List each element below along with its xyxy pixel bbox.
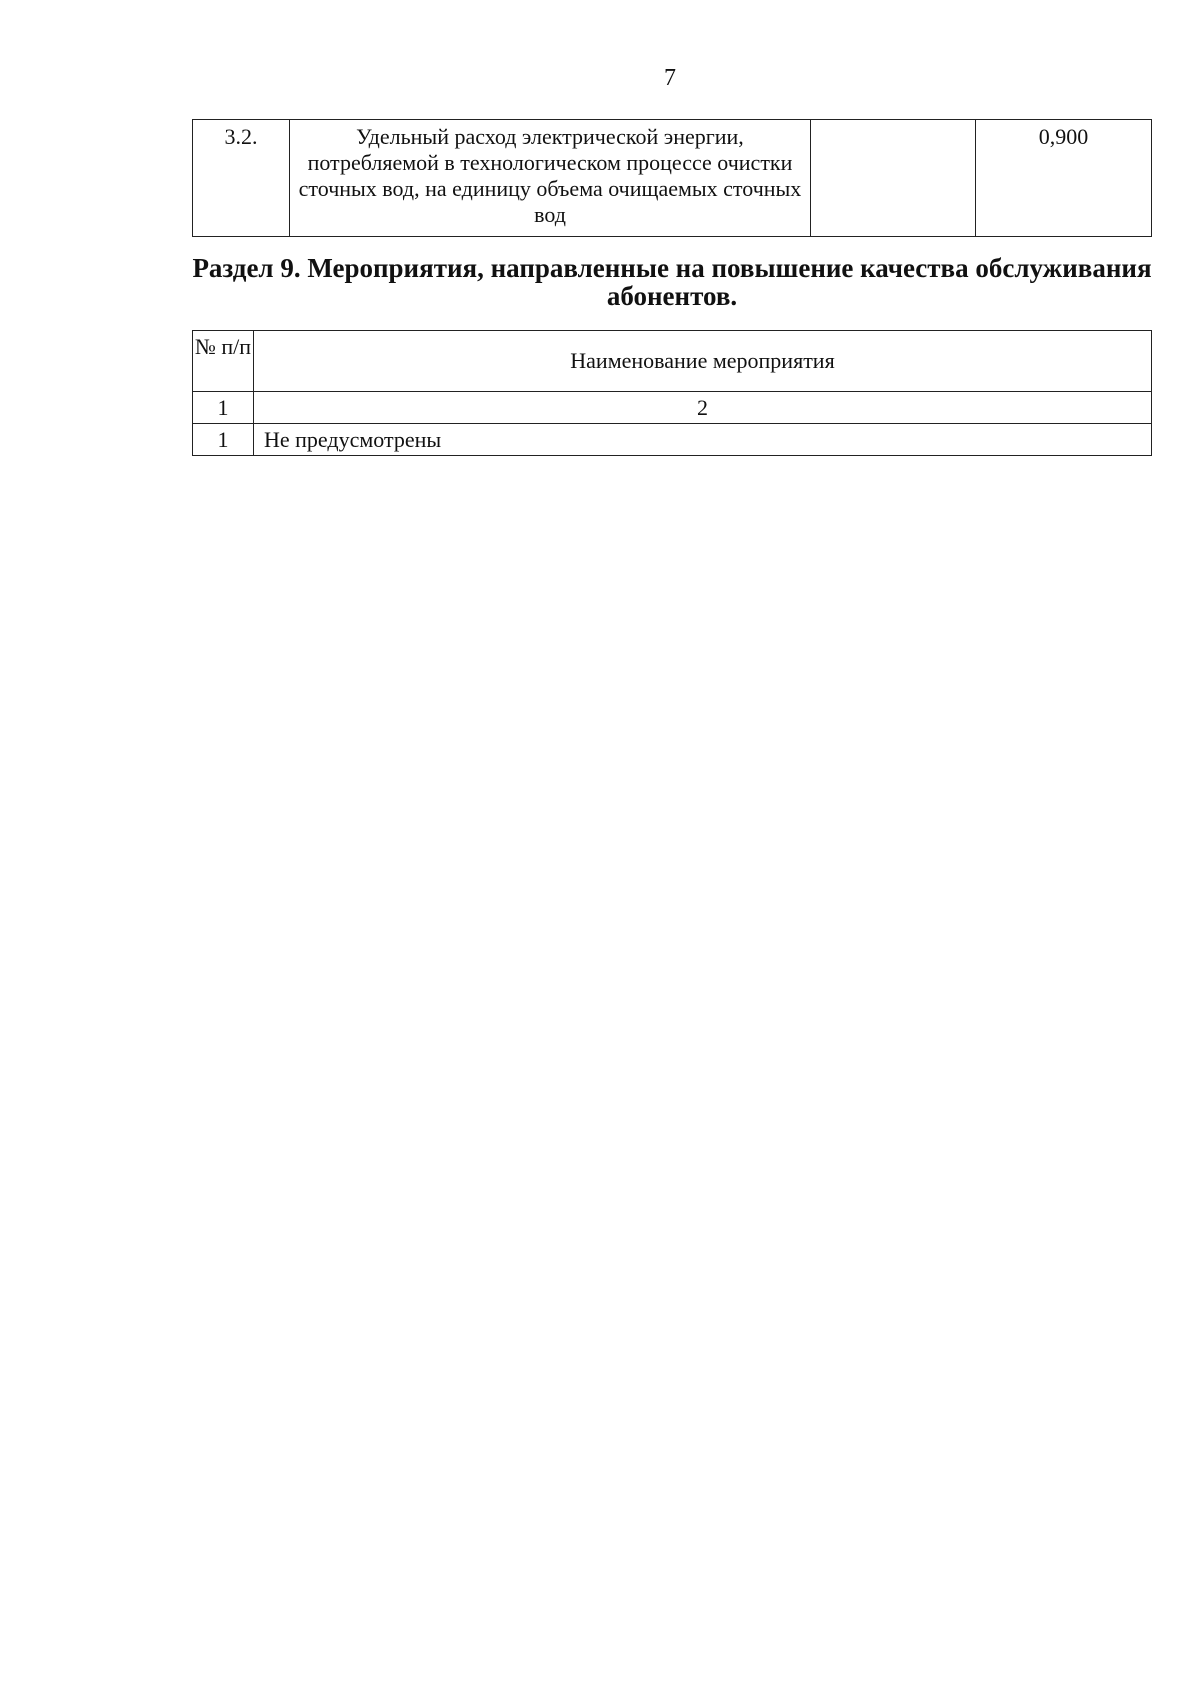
measure-name-cell: Не предусмотрены [254, 424, 1152, 456]
indicator-table [192, 119, 1152, 237]
page-number: 7 [664, 65, 676, 91]
column-number-cell: 1 [193, 392, 254, 424]
section-heading: Раздел 9. Мероприятия, направленные на повышение качества обслуживания абонентов. [192, 253, 1152, 311]
table-row [193, 424, 1152, 456]
row-number-cell: 1 [193, 424, 254, 456]
column-number-cell: 2 [254, 392, 1152, 424]
table-header-row [193, 331, 1152, 392]
indicator-value-cell: 0,900 [976, 120, 1152, 237]
header-number-cell: № п/п [193, 331, 254, 392]
unit-cell [811, 120, 976, 237]
measures-table [192, 330, 1152, 456]
indicator-name-cell: Удельный расход электрической энергии, потребляемой в технологическом процессе очистки сточных вод, на единицу объема очищаемых сточных вод [290, 120, 811, 237]
table-row [193, 120, 1152, 237]
row-number-cell: 3.2. [193, 120, 290, 237]
column-numbers-row [193, 392, 1152, 424]
header-name-cell: Наименование мероприятия [254, 331, 1152, 392]
